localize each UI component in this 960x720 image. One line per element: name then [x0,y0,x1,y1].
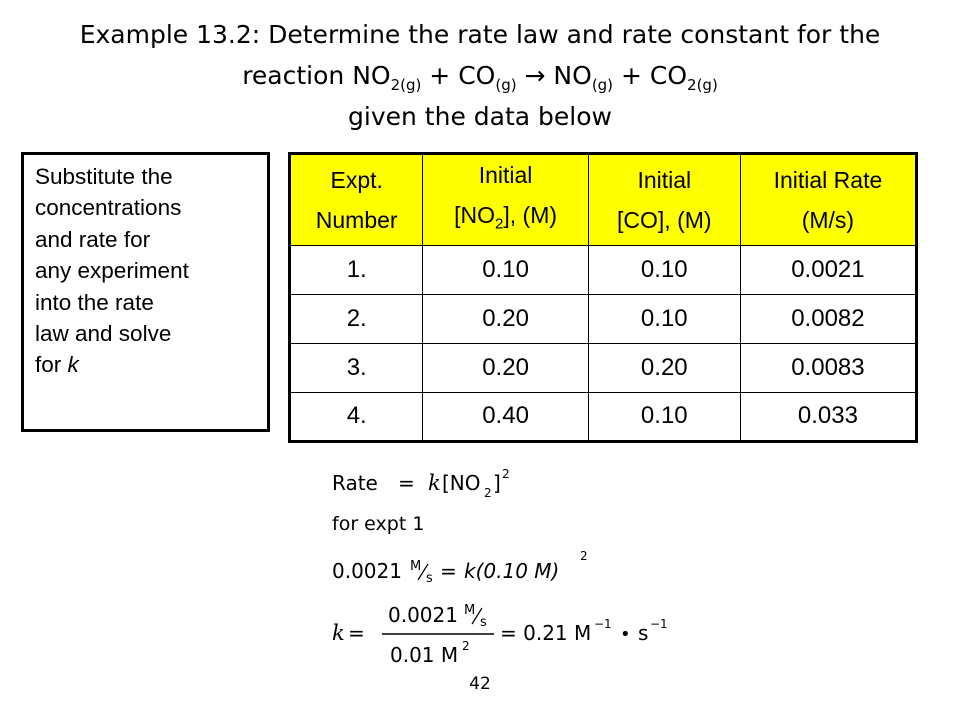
title-no-subscript: (g) [591,76,614,94]
result-value: = 0.21 M [500,621,592,645]
header-text: Initial Rate [773,166,883,193]
title-co2-subscript: 2(g) [687,76,718,94]
title-line-2 [30,55,930,96]
header-initial-no2 [423,154,588,246]
table-header-row [290,154,917,246]
table-cell: 4. [290,392,423,441]
table-row [290,392,917,441]
header-no2-prefix: [NO [454,202,496,228]
title-plus-co: + CO [421,61,496,90]
rate-constant-derivation [332,464,692,674]
header-text: Expt. [330,166,383,193]
header-text: Initial [637,166,692,193]
note-line: for k [35,352,79,378]
title-line-1: Example 13.2: Determine the rate law and rate constant for the [79,20,881,49]
rate-label: Rate [332,471,378,495]
table-cell: 0.10 [423,245,588,294]
table-cell: 3. [290,343,423,392]
table-cell: 0.10 [588,392,740,441]
header-no2-subscript: 2 [495,215,504,233]
equals-sign: = [348,621,365,645]
note-line: Substitute the [35,164,173,189]
rate-data-table [288,152,918,443]
title-no2-subscript: 2(g) [390,76,422,94]
note-line: law and solve [35,321,172,347]
title-no: NO [553,61,592,90]
exponent-neg-one: −1 [650,617,668,631]
instruction-box [21,152,270,432]
table-cell: 0.0021 [740,245,916,294]
squared-exponent: 2 [580,549,588,563]
page-number: 42 [469,674,491,694]
close-bracket: ] [493,471,501,495]
squared-exponent: 2 [462,639,470,653]
fraction-denominator: 0.01 M [390,643,459,667]
title-line-3: given the data below [348,102,612,131]
table-cell: 2. [290,294,423,343]
table-cell: 0.20 [423,343,588,392]
note-line: any experiment [35,258,189,284]
unit-s: s [480,615,487,630]
table-row [290,245,917,294]
formula-svg [332,464,692,674]
title-co-subscript: (g) [495,76,517,94]
table-cell: 0.20 [588,343,740,392]
table-cell: 0.20 [423,294,588,343]
header-text: (M/s) [801,206,855,233]
k-symbol: k [332,621,345,645]
table-cell: 0.0082 [740,294,916,343]
conc-expression: k(0.10 M) [464,559,560,583]
table-cell: 0.0083 [740,343,916,392]
no2-subscript: 2 [484,486,492,500]
slide-title [30,14,930,137]
title-plus-co2: + CO [613,61,688,90]
k-variable: k [67,352,79,378]
header-text: Number [315,206,398,233]
table-cell: 0.10 [588,294,740,343]
exponent-neg-one: −1 [594,617,612,631]
header-text: Initial [478,162,533,188]
expt-line: for expt 1 [332,513,425,535]
header-initial-rate [740,154,916,246]
unit-s: s [426,571,433,586]
header-no2-suffix: ], (M) [503,202,558,228]
note-line: into the rate [35,289,154,315]
header-text [423,195,587,245]
header-initial-co [588,154,740,246]
reaction-arrow: → [516,61,554,90]
table-cell: 0.10 [588,245,740,294]
equals-sign: = [398,471,415,495]
fraction-numerator: 0.0021 [388,603,458,627]
equals-sign: = [440,559,457,583]
no2-bracket: [NO [442,471,481,495]
note-line: and rate for [35,226,151,252]
header-text: [CO], (M) [617,206,712,233]
title-reaction-prefix: reaction NO [242,61,391,90]
table-cell: 0.40 [423,392,588,441]
unit-m: M [410,559,422,574]
note-line: concentrations [35,195,182,221]
multiply-dot: • [620,624,631,645]
table-row [290,294,917,343]
s-unit: s [638,621,649,645]
header-expt-number [290,154,423,246]
rate-value: 0.0021 [332,559,402,583]
table-cell: 0.033 [740,392,916,441]
squared-exponent: 2 [502,467,510,481]
table-row [290,343,917,392]
table-cell: 1. [290,245,423,294]
unit-m: M [464,603,476,618]
k-symbol: k [428,471,441,495]
